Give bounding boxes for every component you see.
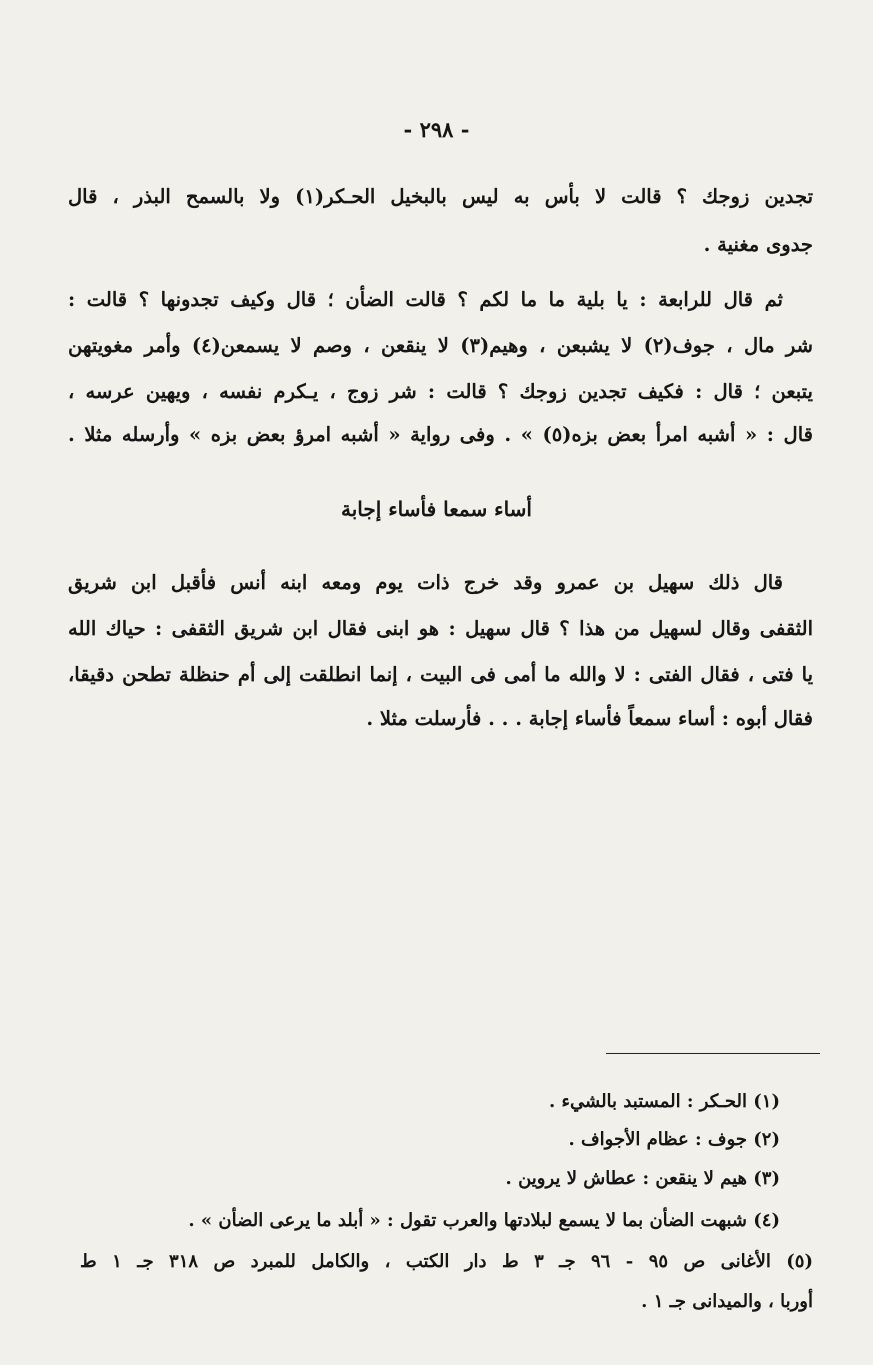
paragraph-line: شر مال ، جوف(٢) لا يشبعن ، وهيم(٣) لا ينقعن ، وصم لا يسمعن(٤) وأمر مغويتهن: [68, 334, 813, 357]
footnote-continuation: أوربا ، والميدانى جـ ١ .: [641, 1291, 813, 1312]
footnote: (٤) شبهت الضأن بما لا يسمع لبلادتها والعرب تقول : « أبلد ما يرعى الضأن » .: [188, 1210, 780, 1231]
section-heading: أساء سمعا فأساء إجابة: [341, 497, 532, 521]
paragraph-line: فقال أبوه : أساء سمعاً فأساء إجابة . . . فأرسلت مثلا .: [366, 707, 813, 730]
footnote: (٣) هيم لا ينقعن : عطاش لا يروين .: [505, 1168, 780, 1189]
paragraph-line: قال : « أشبه امرأ بعض بزه(٥) » . وفى رواية « أشبه امرؤ بعض بزه » وأرسله مثلا .: [68, 423, 813, 446]
footnote: (٢) جوف : عظام الأجواف .: [568, 1129, 780, 1150]
paragraph-line: ثم قال للرابعة : يا بلية ما ما لكم ؟ قالت الضأن ؛ قال وكيف تجدونها ؟ قالت :: [68, 288, 783, 311]
footnote-separator: [606, 1053, 820, 1054]
paragraph-line: يا فتى ، فقال الفتى : لا والله ما أمى فى البيت ، إنما انطلقت إلى أم حنظلة تطحن دقيقا،: [68, 663, 813, 686]
paragraph-line: جدوى مغنية .: [703, 233, 813, 256]
paragraph-line: الثقفى وقال لسهيل من هذا ؟ قال سهيل : هو ابنى فقال ابن شريق الثقفى : حياك الله: [68, 617, 813, 640]
paragraph-line: يتبعن ؛ قال : فكيف تجدين زوجك ؟ قالت : شر زوج ، يـكرم نفسه ، ويهين عرسه ،: [68, 380, 813, 403]
paragraph-line: تجدين زوجك ؟ قالت لا بأس به ليس بالبخيل الحـكر(١) ولا بالسمح البذر ، قال: [68, 185, 813, 208]
page-number: - ٢٩٨ -: [403, 117, 470, 142]
footnote: (٥) الأغانى ص ٩٥ - ٩٦ جـ ٣ ط دار الكتب ، والكامل للمبرد ص ٣١٨ جـ ١ ط: [80, 1251, 813, 1272]
footnote: (١) الحـكر : المستبد بالشيء .: [549, 1091, 780, 1112]
paragraph-line: قال ذلك سهيل بن عمرو وقد خرج ذات يوم ومعه ابنه أنس فأقبل ابن شريق: [68, 571, 783, 594]
